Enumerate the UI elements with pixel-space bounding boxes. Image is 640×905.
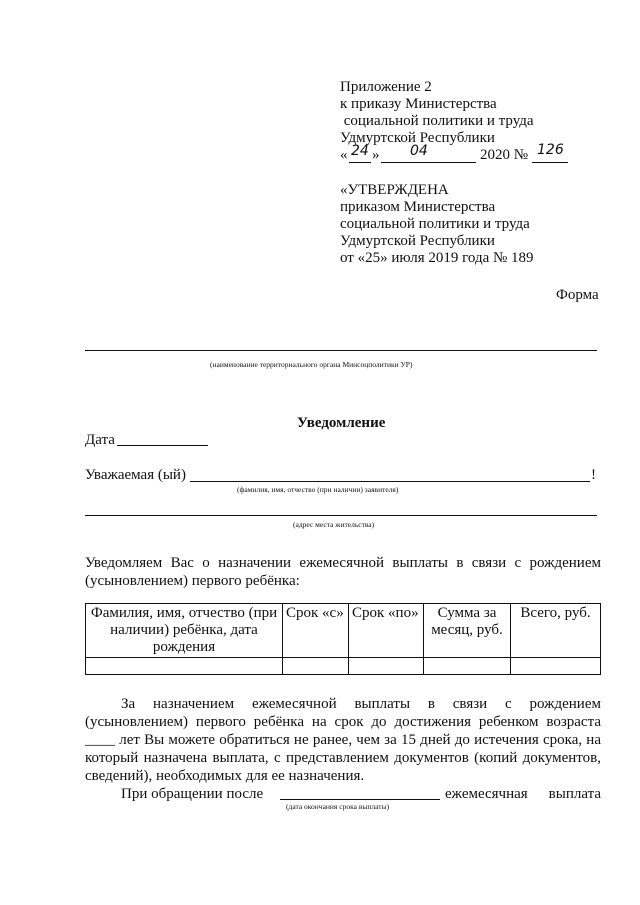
table-cell-total	[511, 658, 601, 675]
paragraph-2-prefix: При обращении после	[121, 786, 264, 802]
table-cell-from	[283, 658, 349, 675]
date-field-line	[117, 445, 208, 446]
payment-end-date-caption: (дата окончания срока выплаты)	[286, 802, 390, 811]
appendix-line-1: Приложение 2	[340, 79, 432, 95]
payment-table	[85, 603, 601, 675]
appendix-month-handwritten: 04	[410, 143, 428, 159]
document-title: Уведомление	[297, 415, 386, 431]
address-caption: (адрес места жительства)	[293, 520, 375, 529]
approved-line-5: от «25» июля 2019 года № 189	[340, 250, 534, 266]
address-line	[85, 515, 597, 516]
appendix-line-3: социальной политики и труда	[340, 113, 534, 129]
form-label: Форма	[556, 287, 599, 303]
table-row	[86, 658, 601, 675]
table-cell-child	[86, 658, 283, 675]
appendix-line-2: к приказу Министерства	[340, 96, 497, 112]
approved-line-2: приказом Министерства	[340, 199, 496, 215]
table-header-from: Срок «с»	[283, 604, 349, 658]
appendix-order-underline	[532, 162, 568, 163]
table-header-row	[86, 604, 601, 658]
appendix-line-4: Удмуртской Республики	[340, 130, 495, 146]
org-name-caption: (наименование территориального органа Минсоцполитики УР)	[210, 360, 413, 369]
dear-exclamation: !	[591, 467, 596, 483]
table-cell-monthly-sum	[424, 658, 511, 675]
paragraph-2-suffix: ежемесячная выплата	[445, 786, 601, 802]
payment-end-date-line	[280, 799, 440, 800]
appendix-date-open-quote: «	[340, 147, 348, 163]
table-header-child: Фамилия, имя, отчество (при наличии) ребёнка, дата рождения	[86, 604, 283, 658]
table-header-total: Всего, руб.	[511, 604, 601, 658]
appendix-day-handwritten: 24	[351, 143, 369, 159]
appendix-date-close-quote: »	[372, 147, 380, 163]
date-label: Дата	[85, 432, 115, 448]
table-header-to: Срок «по»	[349, 604, 424, 658]
org-name-line	[85, 350, 597, 351]
approved-line-3: социальной политики и труда	[340, 216, 530, 232]
approved-line-1: «УТВЕРЖДЕНА	[340, 182, 449, 198]
appendix-day-underline	[349, 162, 371, 163]
table-cell-to	[349, 658, 424, 675]
paragraph-1-a: За назначением ежемесячной выплаты в связи с рождением (усыновлением) первого ребёнка на срок до достижения ребенком возраста	[85, 696, 601, 730]
approved-line-4: Удмуртской Республики	[340, 233, 495, 249]
notify-text: Уведомляем Вас о назначении ежемесячной выплаты в связи с рождением (усыновлением) первого ребёнка:	[85, 555, 601, 589]
applicant-name-line	[190, 481, 590, 482]
paragraph-1-b: ____ лет Вы можете обратиться не ранее, чем за 15 дней до истечения срока, на который назначена выплата, с представлением документов (копий документов, сведений), необходимых для ее назначения.	[85, 732, 601, 784]
appendix-year-number: 2020 №	[480, 147, 529, 163]
appendix-order-handwritten: 126	[537, 142, 564, 158]
appendix-month-underline	[381, 162, 476, 163]
table-header-monthly-sum: Сумма за месяц, руб.	[424, 604, 511, 658]
applicant-name-caption: (фамилия, имя, отчество (при наличии) заявителя)	[237, 485, 399, 494]
dear-label: Уважаемая (ый)	[85, 467, 186, 483]
